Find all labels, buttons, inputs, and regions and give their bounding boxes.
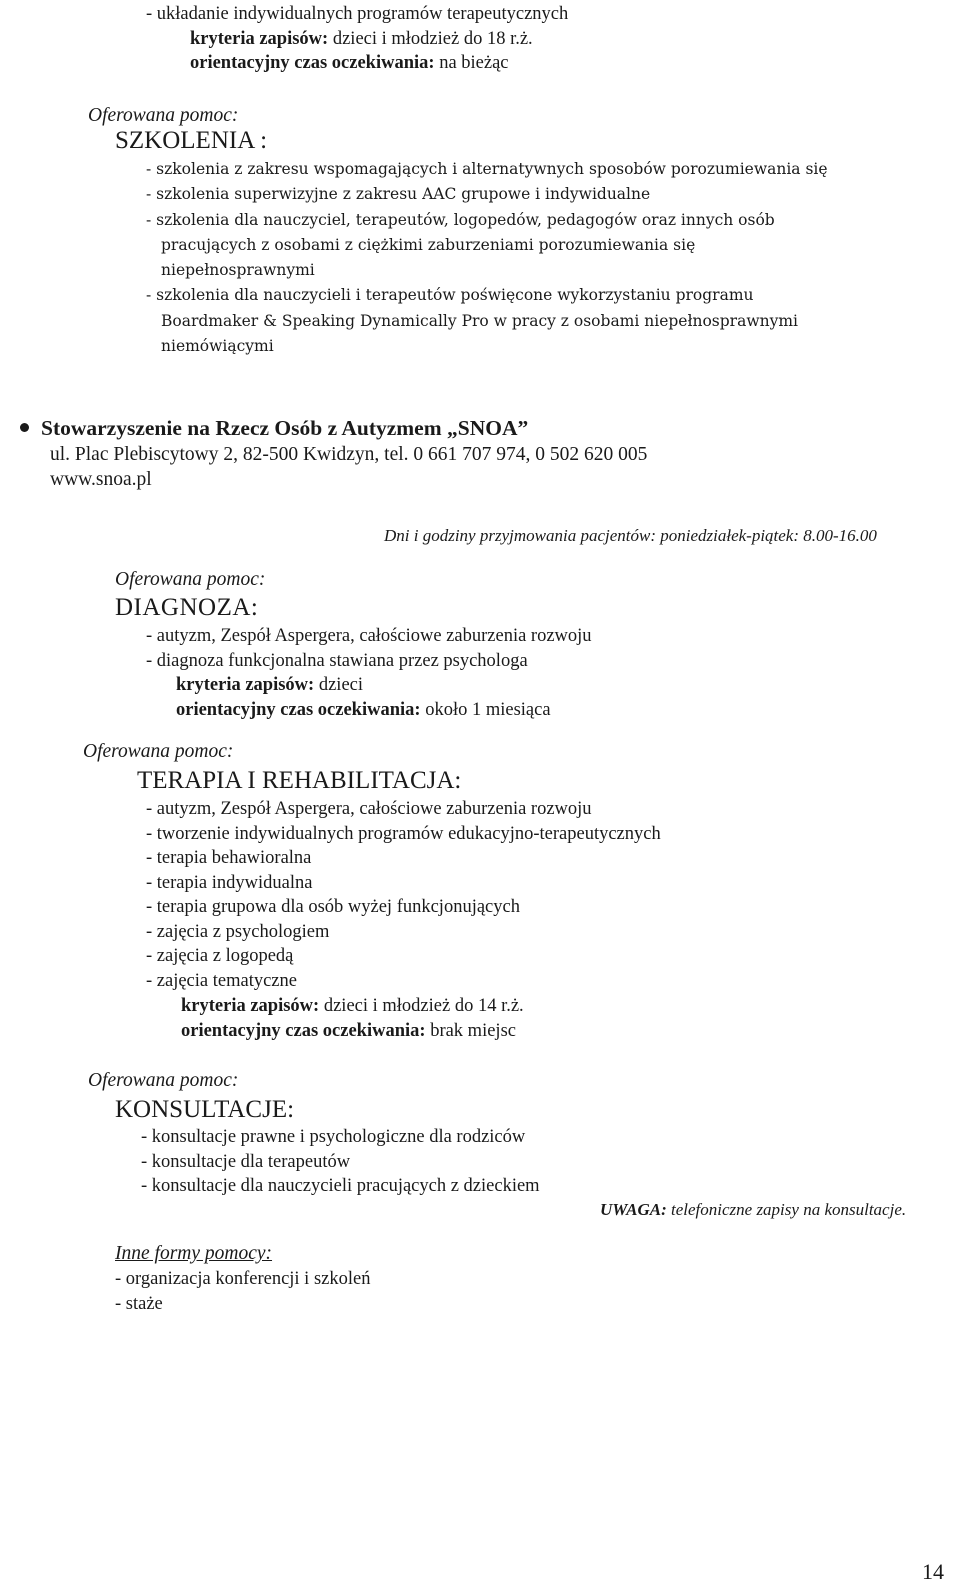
criteria-value: dzieci [314, 675, 364, 695]
uwaga-note [600, 1198, 906, 1223]
offered-help-label: Oferowana pomoc: [88, 105, 239, 126]
waiting-time-line [176, 698, 551, 723]
waiting-time-label: orientacyjny czas oczekiwania: [190, 53, 435, 73]
waiting-time-label: orientacyjny czas oczekiwania: [181, 1021, 426, 1041]
criteria-label: kryteria zapisów: [176, 675, 315, 695]
offered-help-label: Oferowana pomoc: [88, 1070, 239, 1091]
konsultacje-list [141, 1125, 540, 1199]
list-item: - diagnoza funkcjonalna stawiana przez psychologa [146, 650, 528, 671]
criteria-line [176, 673, 363, 698]
waiting-time-label: orientacyjny czas oczekiwania: [176, 700, 421, 720]
list-item: - zajęcia z logopedą [146, 946, 294, 966]
waiting-time-value: około 1 miesiąca [420, 700, 551, 720]
organization-website: www.snoa.pl [50, 469, 152, 490]
diagnoza-list [146, 624, 592, 673]
list-item: - autyzm, Zespół Aspergera, całościowe zaburzenia rozwoju [146, 626, 592, 646]
uwaga-label: UWAGA: [600, 1200, 667, 1219]
list-item: - zajęcia z psychologiem [146, 921, 330, 942]
list-item: niemówiącymi [161, 337, 274, 356]
inne-list [115, 1267, 370, 1316]
list-item: - zajęcia tematyczne [146, 970, 297, 991]
list-item: - terapia grupowa dla osób wyżej funkcjonujących [146, 897, 520, 917]
criteria-line [190, 27, 533, 52]
list-item: - szkolenia superwizyjne z zakresu AAC grupowe i indywidualne [146, 185, 651, 204]
waiting-time-value: brak miejsc [425, 1021, 516, 1041]
list-item: - konsultacje prawne i psychologiczne dla rodziców [141, 1127, 526, 1147]
section-heading-szkolenia: SZKOLENIA : [115, 127, 268, 154]
list-item: - organizacja konferencji i szkoleń [115, 1269, 371, 1289]
offered-help-label: Oferowana pomoc: [115, 569, 266, 590]
office-hours: Dni i godziny przyjmowania pacjentów: poniedziałek-piątek: 8.00-16.00 [384, 526, 877, 545]
list-item: - terapia behawioralna [146, 848, 312, 868]
section-heading-terapia: TERAPIA I REHABILITACJA: [137, 767, 462, 794]
section-heading-konsultacje: KONSULTACJE: [115, 1096, 295, 1123]
criteria-line [181, 994, 524, 1019]
terapia-list [146, 797, 661, 993]
list-item: - szkolenia dla nauczycieli i terapeutów poświęcone wykorzystaniu programu [146, 286, 754, 305]
szkolenia-list [146, 157, 828, 359]
criteria-value: dzieci i młodzież do 18 r.ż. [328, 29, 533, 49]
list-item: Boardmaker & Speaking Dynamically Pro w pracy z osobami niepełnosprawnymi [161, 311, 798, 330]
list-item: niepełnosprawnymi [161, 261, 315, 280]
page-number: 14 [922, 1559, 944, 1584]
section-heading-diagnoza: DIAGNOZA: [115, 594, 259, 621]
list-item: - tworzenie indywidualnych programów edukacyjno-terapeutycznych [146, 823, 661, 844]
list-item: - autyzm, Zespół Aspergera, całościowe zaburzenia rozwoju [146, 799, 592, 819]
list-item: - szkolenia dla nauczyciel, terapeutów, logopedów, pedagogów oraz innych osób [146, 210, 775, 229]
criteria-value: dzieci i młodzież do 14 r.ż. [319, 996, 524, 1016]
criteria-label: kryteria zapisów: [190, 29, 329, 49]
waiting-time-line [190, 51, 509, 76]
waiting-time-value: na bieżąc [434, 53, 509, 73]
list-item: - staże [115, 1293, 163, 1314]
offered-help-label: Oferowana pomoc: [83, 741, 234, 762]
list-item: - układanie indywidualnych programów terapeutycznych [146, 4, 569, 24]
waiting-time-line [181, 1019, 516, 1044]
other-help-label: Inne formy pomocy: [115, 1243, 273, 1264]
criteria-label: kryteria zapisów: [181, 996, 320, 1016]
list-item: - terapia indywidualna [146, 872, 313, 893]
list-item: - szkolenia z zakresu wspomagających i alternatywnych sposobów porozumiewania się [146, 160, 828, 178]
list-item: - konsultacje dla terapeutów [141, 1151, 351, 1172]
organization-address: ul. Plac Plebiscytowy 2, 82-500 Kwidzyn, tel. 0 661 707 974, 0 502 620 005 [50, 444, 648, 465]
bullet-icon [20, 423, 29, 432]
organization-name: Stowarzyszenie na Rzecz Osób z Autyzmem „SNOA” [20, 416, 528, 441]
list-item: - konsultacje dla nauczycieli pracujących z dzieckiem [141, 1176, 540, 1196]
uwaga-value: telefoniczne zapisy na konsultacje. [666, 1200, 907, 1219]
list-item: pracujących z osobami z ciężkimi zaburzeniami porozumiewania się [161, 235, 696, 254]
